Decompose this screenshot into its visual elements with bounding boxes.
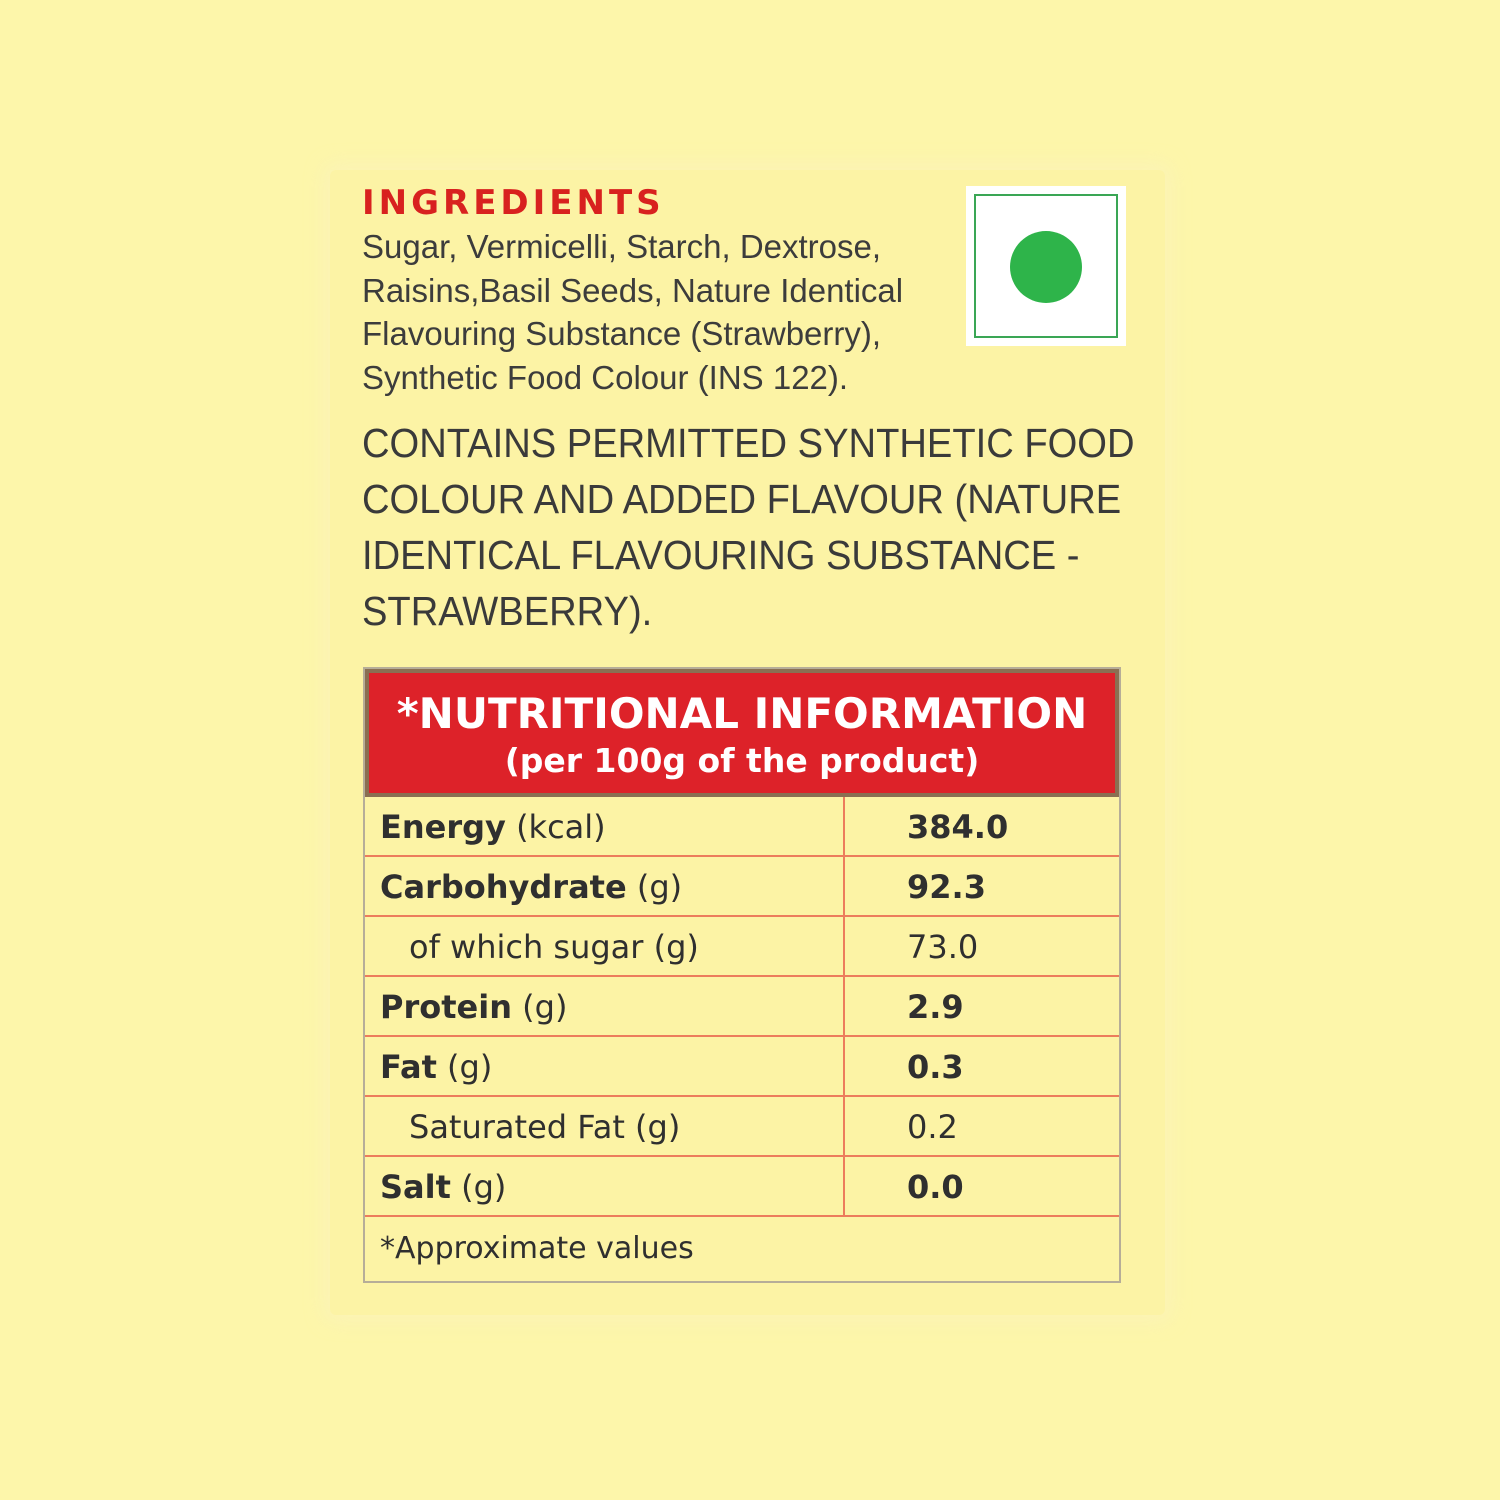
contains-line: IDENTICAL FLAVOURING SUBSTANCE - xyxy=(362,532,1080,578)
nutrition-row-protein xyxy=(365,977,1119,1037)
nutrient-label xyxy=(365,857,845,915)
nutrition-row-carbohydrate xyxy=(365,857,1119,917)
nutrient-unit: (g) xyxy=(653,928,699,966)
nutrient-unit: (g) xyxy=(447,1048,493,1086)
nutrient-name: Salt xyxy=(380,1168,451,1206)
nutrient-value: 2.9 xyxy=(907,988,964,1026)
nutrient-value: 92.3 xyxy=(907,868,986,906)
nutrient-name: Protein xyxy=(380,988,512,1026)
nutrition-row-salt xyxy=(365,1157,1119,1217)
nutrition-row-energy xyxy=(365,797,1119,857)
ingredients-text xyxy=(362,225,942,399)
nutrient-unit: (g) xyxy=(522,988,568,1026)
nutrition-table xyxy=(363,667,1121,1283)
nutrient-unit: (g) xyxy=(461,1168,507,1206)
nutrition-row-sugar xyxy=(365,917,1119,977)
nutrient-label xyxy=(365,1037,845,1095)
nutrition-row-saturated-fat xyxy=(365,1097,1119,1157)
ingredients-heading: INGREDIENTS xyxy=(362,183,665,223)
nutrient-label xyxy=(365,917,845,975)
nutrition-subtitle: (per 100g of the product) xyxy=(504,741,980,780)
nutrient-value: 73.0 xyxy=(907,928,979,966)
nutrient-name: Carbohydrate xyxy=(380,868,627,906)
contains-statement xyxy=(362,415,1135,639)
nutrient-label xyxy=(365,1097,845,1155)
ingredients-line: Synthetic Food Colour (INS 122). xyxy=(362,358,849,396)
nutrient-name: Fat xyxy=(380,1048,437,1086)
nutrient-label xyxy=(365,1157,845,1215)
nutrition-title: *NUTRITIONAL INFORMATION xyxy=(396,689,1088,738)
nutrition-footnote: *Approximate values xyxy=(380,1231,694,1266)
nutrient-label xyxy=(365,797,845,855)
nutrient-value: 0.3 xyxy=(907,1048,964,1086)
contains-line: CONTAINS PERMITTED SYNTHETIC FOOD xyxy=(362,420,1135,466)
nutrient-unit: (kcal) xyxy=(516,808,606,846)
vegetarian-mark-dot xyxy=(1010,231,1082,303)
nutrient-value: 0.0 xyxy=(907,1168,964,1206)
contains-line: COLOUR AND ADDED FLAVOUR (NATURE xyxy=(362,476,1122,522)
ingredients-line: Raisins,Basil Seeds, Nature Identical xyxy=(362,271,904,309)
ingredients-line: Flavouring Substance (Strawberry), xyxy=(362,315,882,352)
vegetarian-mark-icon xyxy=(966,186,1126,346)
nutrient-name: Energy xyxy=(380,808,506,846)
ingredients-line: Sugar, Vermicelli, Starch, Dextrose, xyxy=(362,228,882,265)
nutrient-label xyxy=(365,977,845,1035)
nutrient-value: 384.0 xyxy=(907,808,1009,846)
nutrient-unit: (g) xyxy=(636,868,683,906)
nutrient-name: Saturated Fat xyxy=(409,1108,625,1146)
nutrition-header xyxy=(365,669,1119,797)
nutrient-unit: (g) xyxy=(635,1108,681,1146)
contains-line: STRAWBERRY). xyxy=(362,588,653,634)
nutrient-value: 0.2 xyxy=(907,1108,958,1146)
nutrition-row-fat xyxy=(365,1037,1119,1097)
nutrient-name: of which sugar xyxy=(409,928,644,966)
